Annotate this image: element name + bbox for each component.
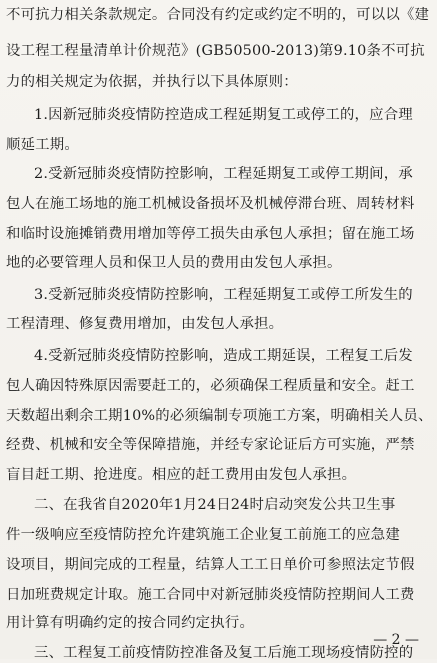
text-line: 1.因新冠肺炎疫情防控造成工程延期复工或停工的，应合理 — [34, 107, 413, 123]
text-line: 4.受新冠肺炎疫情防控影响，造成工期延误，工程复工后发 — [34, 348, 413, 364]
text-line: 工程清理、修复费用增加，由发包人承担。 — [6, 316, 284, 332]
text-line: 三、工程复工前疫情防控准备及复工后施工现场疫情防控的 — [34, 645, 414, 661]
text-line: 地的必要管理人员和保卫人员的费用由发包人承担。 — [6, 255, 342, 271]
text-line: 3.受新冠肺炎疫情防控影响，工程延期复工或停工所发生的 — [34, 287, 413, 303]
text-line: 设工程工程量清单计价规范》(GB50500-2013)第9.10条不可抗 — [6, 43, 425, 59]
text-line: 包人确因特殊原因需要赶工的，必须确保工程质量和安全。赶工 — [6, 378, 415, 394]
text-line: 力的相关规定为依据，并执行以下具体原则： — [6, 74, 298, 90]
text-line: 盲目赶工期、抢进度。相应的赶工费用由发包人承担。 — [6, 467, 357, 483]
text-line: 用计算有明确约定的按合同约定执行。 — [6, 615, 255, 631]
text-line: 日加班费规定计取。施工合同中对新冠肺炎疫情防控期间人工费 — [6, 587, 415, 603]
text-line: 不可抗力相关条款规定。合同没有约定或约定不明的，可以以《建 — [6, 7, 430, 23]
text-line: 2.受新冠肺炎疫情防控影响，工程延期复工或停工期间，承 — [34, 166, 413, 182]
text-line: 顺延工期。 — [6, 137, 79, 153]
text-line: 和临时设施摊销费用增加等停工损失由承包人承担；留在施工场 — [6, 226, 415, 242]
page-number: — 2 — — [373, 632, 419, 648]
text-line: 件一级响应至疫情防控允许建筑施工企业复工前施工的应急建 — [6, 527, 400, 543]
text-line: 包人在施工场地的施工机械设备损坏及机械停滞台班、周转材料 — [6, 196, 415, 212]
text-line: 经费、机械和安全等保障措施，并经专家论证后方可实施，严禁 — [6, 437, 415, 453]
text-line: 设项目，期间完成的工程量，结算人工工日单价可参照法定节假 — [6, 557, 415, 573]
text-line: 二、在我省自2020年1月24日24时启动突发公共卫生事 — [34, 497, 396, 513]
text-line: 天数超出剩余工期10%的必须编制专项施工方案，明确相关人员、 — [6, 408, 433, 424]
